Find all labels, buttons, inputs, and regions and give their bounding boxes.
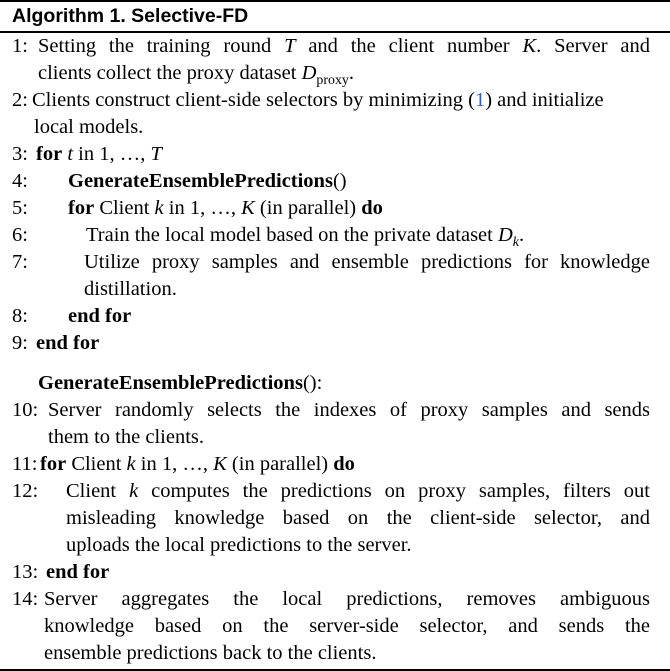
step-11-line: for Client k in 1, …, K (in parallel) do bbox=[40, 453, 355, 475]
step-12-line-1: Client k computes the predictions on proxy samples, filters out bbox=[66, 480, 650, 502]
step-4-line: GenerateEnsemblePredictions() bbox=[68, 170, 347, 192]
step-11-number: 11: bbox=[12, 453, 38, 475]
step-14-line-2: knowledge based on the server-side selector, and sends the bbox=[44, 615, 650, 637]
step-10-number: 10: bbox=[12, 399, 39, 421]
step-14-number: 14: bbox=[12, 588, 39, 610]
step-2-line-1: Clients construct client-side selectors by minimizing (1) and initialize bbox=[32, 89, 604, 111]
step-3-number: 3: bbox=[12, 143, 28, 165]
step-6-number: 6: bbox=[12, 224, 28, 246]
step-5-number: 5: bbox=[12, 197, 28, 219]
step-2-line-2: local models. bbox=[34, 116, 144, 138]
step-13-number: 13: bbox=[12, 561, 39, 583]
step-12-number: 12: bbox=[12, 480, 39, 502]
step-14-line-3: ensemble predictions back to the clients. bbox=[44, 642, 377, 664]
proxy-dataset-symbol: D bbox=[301, 62, 317, 84]
step-8-number: 8: bbox=[12, 305, 28, 327]
step-12-line-3: uploads the local predictions to the server. bbox=[66, 534, 412, 556]
private-dataset-symbol: D bbox=[497, 224, 513, 246]
step-13-line: end for bbox=[46, 561, 110, 583]
step-1-line-2: clients collect the proxy dataset $D_{proxy}$. bbox=[38, 62, 355, 88]
step-14-line-1: Server aggregates the local predictions, removes ambiguous bbox=[44, 588, 650, 610]
step-12-line-2: misleading knowledge based on the client-side selector, and bbox=[66, 507, 650, 529]
step-7-number: 7: bbox=[12, 251, 28, 273]
step-1-line-1: Setting the training round T and the client number K. Server and bbox=[38, 35, 651, 57]
step-9-number: 9: bbox=[12, 332, 28, 354]
step-10-line-1: Server randomly selects the indexes of proxy samples and sends bbox=[48, 399, 650, 421]
step-10-line-2: them to the clients. bbox=[48, 426, 204, 448]
algorithm-title: Algorithm 1. Selective-FD bbox=[12, 5, 249, 27]
step-2-number: 2: bbox=[12, 89, 28, 111]
equation-reference[interactable]: 1 bbox=[474, 89, 486, 111]
step-1-number: 1: bbox=[12, 35, 28, 57]
step-8-line: end for bbox=[68, 305, 132, 327]
step-7-line-1: Utilize proxy samples and ensemble predictions for knowledge bbox=[84, 251, 650, 273]
procedure-header: GenerateEnsemblePredictions(): bbox=[38, 372, 323, 394]
step-9-line: end for bbox=[36, 332, 100, 354]
step-6-line: Train the local model based on the private dataset $D_k$. bbox=[86, 224, 525, 250]
step-3-line: for t in 1, …, T bbox=[36, 143, 162, 165]
step-4-number: 4: bbox=[12, 170, 28, 192]
step-7-line-2: distillation. bbox=[84, 278, 177, 300]
step-5-line: for Client k in 1, …, K (in parallel) do bbox=[68, 197, 383, 219]
